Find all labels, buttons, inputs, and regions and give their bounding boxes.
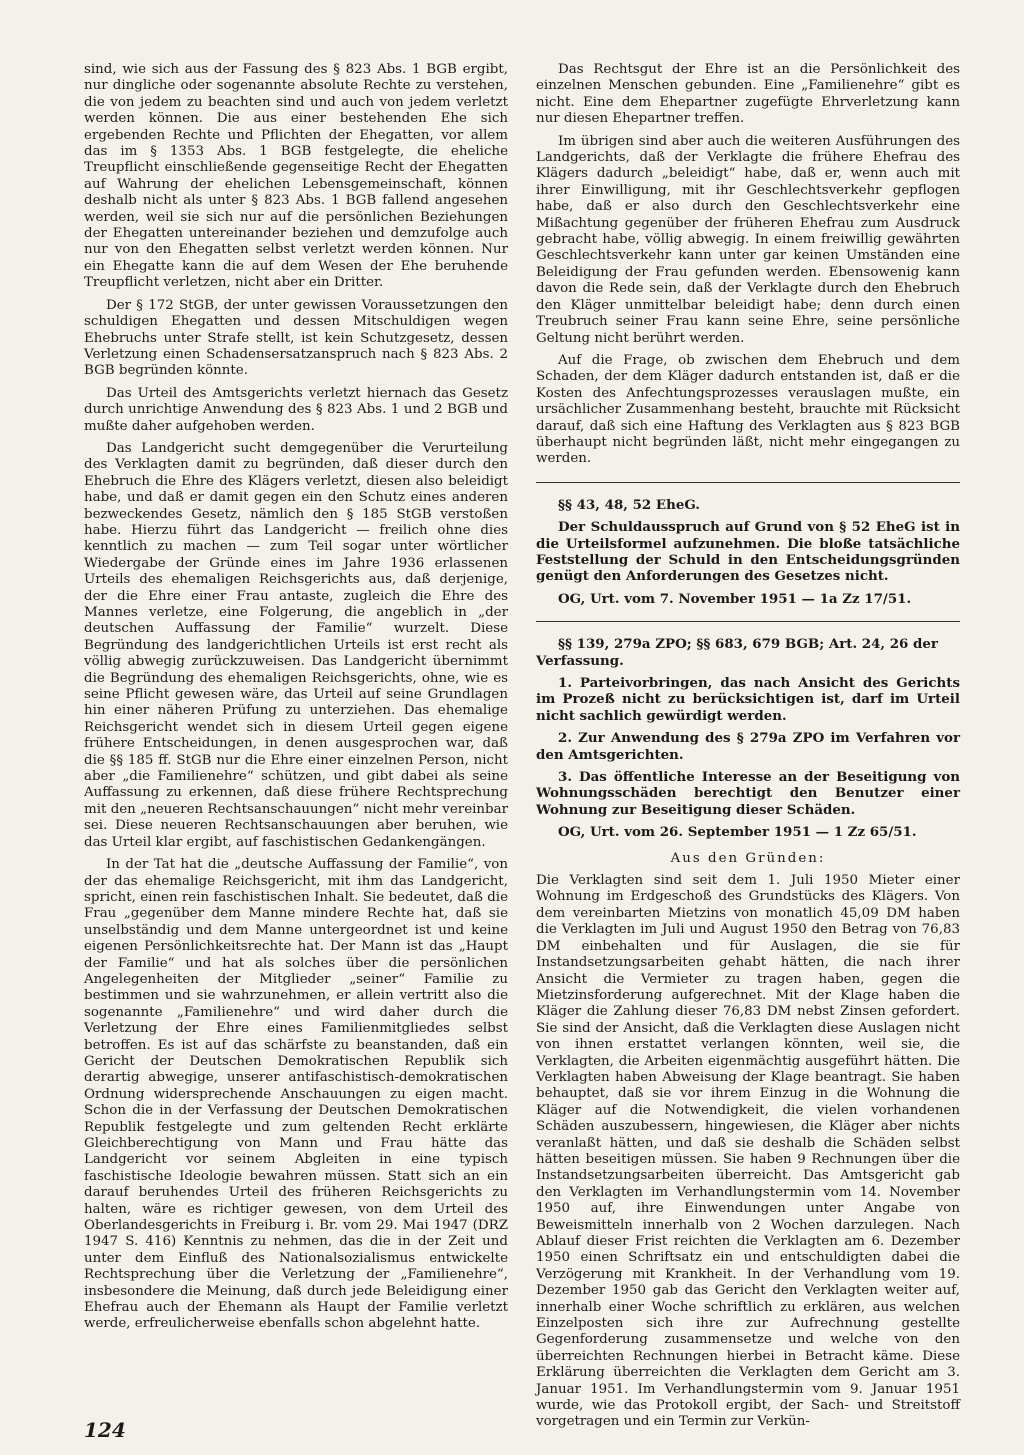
case-heading: §§ 43, 48, 52 EheG. <box>558 496 700 513</box>
paragraph: sind, wie sich aus der Fassung des § 823 Abs. 1 BGB ergibt, nur dingliche oder sogenannte absolute Rechte zu verstehen, die von jedem zu beachten sind und auch von jedem verletzt werden können. Die aus einer bestehenden Ehe sich ergebenden Rechte und Pflichten der Ehegatten, vor allem das im § 1353 Abs. 1 BGB festgelegte, die eheliche Treupflicht einschließende gegenseitige Recht der Ehegatten auf Wahrung der ehelichen Lebensgemeinschaft, können deshalb nicht als unter § 823 Abs. 1 BGB fallend angesehen werden, weil sie sich nur auf die persönlichen Beziehungen der Ehegatten untereinander beziehen und demzufolge auch nur von den Ehegatten selbst verletzt werden können. Nur ein Ehegatte kann die auf dem Wesen der Ehe beruhende Treupflicht verletzen, nicht aber ein Dritter. <box>84 62 508 291</box>
case-citation: OG, Urt. vom 26. September 1951 — 1 Zz 65/51. <box>558 824 917 841</box>
paragraph: Im übrigen sind aber auch die weiteren Ausführungen des Landgerichts, daß der Verklagte die frühere Ehefrau des Klägers dadurch „beleidigt“ habe, daß er, wenn auch mit ihrer Einwilligung, mit ihr Geschlechtsverkehr gepflogen habe, daß er also durch den Geschlechtsverkehr eine Mißachtung gegenüber der früheren Ehefrau zum Ausdruck gebracht habe, völlig abwegig. In einem freiwillig gewährten Geschlechtsverkehr kann unter gar keinen Umständen eine Beleidigung der Frau gefunden werden. Ebensowenig kann davon die Rede sein, daß der Verklagte durch den Ehebruch den Kläger unmittelbar beleidigt habe; denn durch einen Treubruch seiner Frau kann seine Ehre, seine persönliche Geltung nicht berührt werden. <box>536 133 960 346</box>
case-headnote: 1. Parteivorbringen, das nach Ansicht des Gerichts im Prozeß nicht zu berücksichtigen ist, darf im Urteil nicht sachlich gewürdigt werden. <box>536 675 960 724</box>
case-headnote: Der Schuldausspruch auf Grund von § 52 EheG ist in die Urteilsformel aufzunehmen. Die bloße tatsächliche Feststellung der Schuld in den Entscheidungsgründen genügt den Anforderungen des Gesetzes nicht. <box>536 519 960 585</box>
case-headnote: 3. Das öffentliche Interesse an der Beseitigung von Wohnungsschäden berechtigt den Benutzer einer Wohnung zur Beseitigung dieser Schäden. <box>536 769 960 818</box>
section-divider <box>536 621 960 622</box>
right-column <box>536 62 960 1437</box>
paragraph: In der Tat hat die „deutsche Auffassung der Familie“, von der das ehemalige Reichsgericht, mit ihm das Landgericht, spricht, einen rein faschistischen Inhalt. Sie bedeutet, daß die Frau „gegenüber dem Manne mindere Rechte hat, daß sie unselbständig und dem Manne untergeordnet ist und keine eigenen Persönlichkeitsrechte hat. Der Mann ist das „Haupt der Familie“ und hat als solches über die persönlichen Angelegenheiten der Mitglieder „seiner“ Familie zu bestimmen und sie wahrzunehmen, er allein vertritt also die sogenannte „Familienehre“ und wird daher durch die Verletzung der Ehre eines Familienmitgliedes selbst betroffen. Es ist auf das schärfste zu beanstanden, daß ein Gericht der Deutschen Demokratischen Republik sich derartig abwegige, unserer antifaschistisch-demokratischen Ordnung widersprechende Anschauungen zu eigen macht. Schon die in der Verfassung der Deutschen Demokratischen Republik festgelegte und zum geltenden Recht erklärte Gleichberechtigung von Mann und Frau hätte das Landgericht vor seinem Abgleiten in eine typisch faschistische Ideologie bewahren müssen. Statt sich an ein darauf beruhendes Urteil des früheren Reichsgerichts zu halten, wäre es richtiger gewesen, von dem Urteil des Oberlandesgerichts in Freiburg i. Br. vom 29. Mai 1947 (DRZ 1947 S. 416) Kenntnis zu nehmen, das die in der Zeit und unter dem Einfluß des Nationalsozialismus entwickelte Rechtsprechung über die Verletzung der „Familienehre“, insbesondere die Meinung, daß durch jede Beleidigung einer Ehefrau auch der Ehemann als Haupt der Familie verletzt werde, erfreulicherweise ebenfalls schon abgelehnt hatte. <box>84 857 508 1332</box>
case-heading: §§ 139, 279a ZPO; §§ 683, 679 BGB; Art. 24, 26 der Verfassung. <box>536 636 938 669</box>
page-number: 124 <box>84 1418 126 1442</box>
section-divider <box>536 482 960 483</box>
paragraph: Das Landgericht sucht demgegenüber die Verurteilung des Verklagten damit zu begründen, daß dieser durch den Ehebruch die Ehre des Klägers verletzt, diesen also beleidigt habe, und daß er damit gegen ein den Schutz eines anderen bezweckendes Gesetz, nämlich den § 185 StGB verstoßen habe. Hierzu führt das Landgericht — freilich ohne dies kenntlich zu machen — zum Teil sogar unter wörtlicher Wiedergabe der Gründe eines im Jahre 1936 erlassenen Urteils des ehemaligen Reichsgerichts aus, daß derjenige, der die Ehre einer Frau antaste, zugleich die Ehre des Mannes verletze, eine Folgerung, die angeblich in „der deutschen Auffassung der Familie“ wurzelt. Diese Begründung des landgerichtlichen Urteils ist erst recht als völlig abwegig zurückzuweisen. Das Landgericht übernimmt die Begründung des ehemaligen Reichsgerichts, ohne, wie es seine Pflicht gewesen wäre, das Urteil auf seine Grundlagen hin einer näheren Prüfung zu unterziehen. Das ehemalige Reichsgericht wendet sich in diesem Urteil gegen eigene frühere Entscheidungen, in denen ausgesprochen war, daß die §§ 185 ff. StGB nur die Ehre einer einzelnen Person, nicht aber „die Familienehre“ schützen, und gibt dabei als seine Auffassung zu erkennen, daß diese frühere Rechtsprechung mit den „neueren Rechtsanschauungen“ nicht mehr vereinbar sei. Diese neueren Rechtsanschauungen aber beruhen, wie das Urteil klar ergibt, auf faschistischen Gedankengängen. <box>84 440 508 850</box>
paragraph: Die Verklagten sind seit dem 1. Juli 1950 Mieter einer Wohnung im Erdgeschoß des Grundstücks des Klägers. Von dem vereinbarten Mietzins von monatlich 45,09 DM haben die Verklagten im Juli und August 1950 den Betrag von 76,83 DM einbehalten und für Auslagen, die sie für Instandsetzungsarbeiten gehabt hätten, die nach ihrer Ansicht die Vermieter zu tragen haben, gegen die Mietzinsforderung aufgerechnet. Mit der Klage haben die Kläger die Zahlung dieser 76,83 DM nebst Zinsen gefordert. Sie sind der Ansicht, daß die Verklagten diese Auslagen nicht von ihnen erstattet verlangen könnten, weil sie, die Verklagten, die Arbeiten eigenmächtig ausgeführt hätten. Die Verklagten haben Abweisung der Klage beantragt. Sie haben behauptet, daß sie vor ihrem Einzug in die Wohnung die Kläger auf die Notwendigkeit, die vielen vorhandenen Schäden auszubessern, hingewiesen, die Kläger aber nichts veranlaßt hätten, und daß sie deshalb die Schäden selbst hätten beseitigen müssen. Sie haben 9 Rechnungen über die Instandsetzungsarbeiten überreicht. Das Amtsgericht gab den Verklagten im Verhandlungstermin vom 14. November 1950 auf, ihre Einwendungen unter Angabe von Beweismitteln innerhalb von 2 Wochen darzulegen. Nach Ablauf dieser Frist reichten die Verklagten am 6. Dezember 1950 einen Schriftsatz ein und entschuldigten dabei die Verzögerung mit Krankheit. In der Verhandlung vom 19. Dezember 1950 gab das Gericht den Verklagten weiter auf, innerhalb einer Woche schriftlich zu erklären, aus welchen Einzelposten sich ihre zur Aufrechnung gestellte Gegenforderung zusammensetze und welche von den überreichten Rechnungen hierbei in Betracht käme. Diese Erklärung überreichten die Verklagten dem Gericht am 3. Januar 1951. Im Verhandlungstermin vom 9. Januar 1951 wurde, wie das Protokoll ergibt, der Sach- und Streitstoff vorgetragen und ein Termin zur Verkün- <box>536 873 960 1430</box>
paragraph: Auf die Frage, ob zwischen dem Ehebruch und dem Schaden, der dem Kläger dadurch entstanden ist, daß er die Kosten des Anfechtungsprozesses verauslagen mußte, ein ursächlicher Zusammenhang besteht, brauchte mit Rücksicht darauf, daß sich eine Haftung des Verklagten aus § 823 BGB überhaupt nicht begründen läßt, nicht mehr eingegangen zu werden. <box>536 352 960 467</box>
paragraph: Der § 172 StGB, der unter gewissen Voraussetzungen den schuldigen Ehegatten und dessen Mitschuldigen wegen Ehebruchs unter Strafe stellt, ist kein Schutzgesetz, dessen Verletzung einen Schadensersatzanspruch nach § 823 Abs. 2 BGB begründen könnte. <box>84 297 508 379</box>
paragraph: Das Urteil des Amtsgerichts verletzt hiernach das Gesetz durch unrichtige Anwendung des § 823 Abs. 1 und 2 BGB und mußte daher aufgehoben werden. <box>84 385 508 434</box>
grounds-heading: Aus den Gründen: <box>670 850 826 866</box>
left-column <box>84 62 508 1339</box>
paragraph: Das Rechtsgut der Ehre ist an die Persönlichkeit des einzelnen Menschen gebunden. Eine „Familienehre“ gibt es nicht. Eine dem Ehepartner zugefügte Ehrverletzung kann nur diesen Ehepartner treffen. <box>536 62 960 127</box>
case-headnote: 2. Zur Anwendung des § 279a ZPO im Verfahren vor den Amtsgerichten. <box>536 730 960 763</box>
case-citation: OG, Urt. vom 7. November 1951 — 1a Zz 17/51. <box>558 590 912 607</box>
